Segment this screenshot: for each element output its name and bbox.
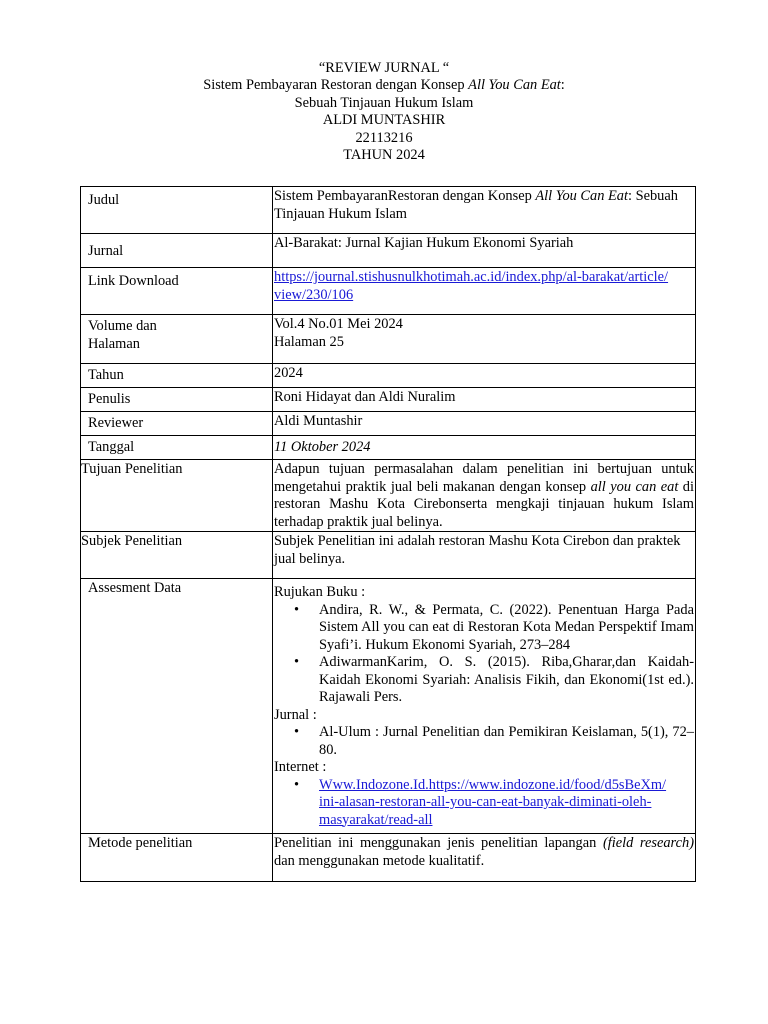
jurnal-ref-1: Al-Ulum : Jurnal Penelitian dan Pemikiran Keislaman, 5(1), 72–80.: [319, 724, 694, 758]
label-metode: Metode penelitian: [81, 834, 273, 882]
row-assesment: [81, 579, 696, 834]
value-tanggal: [273, 436, 696, 460]
tujuan-text: Adapun tujuan permasalahan dalam penelitian ini bertujuan untuk mengetahui praktik jual beli makanan dengan konsep: [274, 461, 694, 495]
tanggal-text: 11 Oktober 2024: [274, 439, 371, 455]
label-subjek: Subjek Penelitian: [81, 532, 273, 579]
internet-list: [274, 777, 694, 830]
metode-suffix: dan menggunakan metode kualitatif.: [274, 852, 485, 869]
label-reviewer: Reviewer: [81, 412, 273, 436]
list-item: [294, 776, 694, 830]
download-link[interactable]: [274, 269, 668, 303]
judul-suffix: : Sebuah Tinjauan Hukum Islam: [274, 188, 678, 222]
metode-italic: (field research): [602, 835, 694, 851]
judul-text: Sistem PembayaranRestoran dengan Konsep: [274, 188, 536, 204]
list-item: [294, 724, 694, 759]
volume-number: Vol.4 No.01 Mei 2024: [274, 316, 403, 332]
value-link: [273, 268, 696, 315]
header-author-name: ALDI MUNTASHIR: [322, 112, 446, 129]
label-link: Link Download: [81, 268, 273, 315]
bullet-icon: •: [294, 601, 300, 618]
tujuan-italic: all you can eat: [590, 478, 679, 495]
internet-link-line1: Www.Indozone.Id.https://www.indozone.id/food/d5sBeXm/: [319, 776, 667, 793]
label-volume-line1: Volume dan: [88, 318, 157, 334]
header-title-suffix: :: [560, 77, 565, 94]
row-reviewer: [81, 412, 696, 436]
label-tanggal: Tanggal: [81, 436, 273, 460]
header-title-text: Sistem Pembayaran Restoran dengan Konsep: [203, 77, 469, 94]
header-subtitle: Sebuah Tinjauan Hukum Islam: [294, 94, 474, 111]
label-assesment: Assesment Data: [81, 579, 273, 834]
value-tahun: 2024: [273, 364, 696, 388]
row-link: [81, 268, 696, 315]
internet-link-line3: masyarakat/read-all: [319, 811, 433, 828]
value-volume: [273, 315, 696, 364]
label-penulis: Penulis: [81, 388, 273, 412]
label-volume: [81, 315, 273, 364]
download-link-line1: https://journal.stishusnulkhotimah.ac.id/index.php/al-barakat/article/: [274, 269, 669, 285]
jurnal-heading: Jurnal :: [274, 706, 317, 723]
document-header: [0, 60, 768, 164]
row-metode: [81, 834, 696, 882]
header-year: TAHUN 2024: [343, 147, 425, 164]
review-table: [80, 186, 696, 882]
row-volume: [81, 315, 696, 364]
value-tujuan: [273, 460, 696, 532]
internet-heading: Internet :: [274, 759, 327, 775]
label-tujuan: Tujuan Penelitian: [81, 460, 273, 532]
download-link-line2: view/230/106: [274, 286, 354, 303]
internet-link-line2: ini-alasan-restoran-all-you-can-eat-banyak-diminati-oleh-: [319, 794, 652, 810]
value-metode: [273, 834, 696, 882]
label-judul: Judul: [81, 187, 273, 234]
row-tahun: [81, 364, 696, 388]
value-jurnal: Al-Barakat: Jurnal Kajian Hukum Ekonomi Syariah: [273, 234, 696, 268]
value-subjek: Subjek Penelitian ini adalah restoran Mashu Kota Cirebon dan praktek jual belinya.: [273, 532, 696, 579]
buku-ref-2: AdiwarmanKarim, O. S. (2015). Riba,Gharar,dan Kaidah-Kaidah Ekonomi Syariah: Analisis Fikih, dan Ekonomi(1st ed.). Rajawali Pers.: [319, 654, 694, 705]
bullet-icon: •: [294, 654, 300, 670]
label-tahun: Tahun: [81, 364, 273, 388]
list-item: [294, 601, 694, 655]
buku-list: [274, 602, 694, 707]
buku-ref-1: Andira, R. W., & Permata, C. (2022). Penentuan Harga Pada Sistem All you can eat di Restoran Kota Medan Perspektif Imam Syafi’i. Hukum Ekonomi Syariah, 273–284: [319, 601, 694, 653]
value-judul: [273, 187, 696, 234]
value-reviewer: Aldi Muntashir: [273, 412, 696, 436]
value-assesment: [273, 579, 696, 834]
row-judul: [81, 187, 696, 234]
page-number: Halaman 25: [274, 333, 344, 350]
list-item: [294, 654, 694, 707]
label-volume-line2: Halaman: [88, 335, 140, 352]
buku-heading: Rujukan Buku :: [274, 584, 366, 600]
label-jurnal: Jurnal: [81, 234, 273, 268]
row-subjek: [81, 532, 696, 579]
header-article-title: [0, 77, 768, 94]
row-jurnal: [81, 234, 696, 268]
jurnal-list: [274, 724, 694, 759]
internet-link[interactable]: [319, 777, 666, 828]
row-tanggal: [81, 436, 696, 460]
header-student-id: 22113216: [355, 129, 413, 146]
bullet-icon: •: [294, 724, 300, 740]
tujuan-suffix: di restoran Mashu Kota Cirebonserta mengkaji tinjauan hukum Islam terhadap praktik jual belinya.: [274, 478, 694, 530]
row-penulis: [81, 388, 696, 412]
bullet-icon: •: [294, 776, 300, 793]
header-review-title: “REVIEW JURNAL “: [318, 60, 450, 76]
judul-italic: All You Can Eat: [535, 188, 628, 204]
metode-text: Penelitian ini menggunakan jenis penelitian lapangan: [274, 835, 603, 851]
value-penulis: Roni Hidayat dan Aldi Nuralim: [273, 388, 696, 412]
row-tujuan: [81, 460, 696, 532]
header-title-italic: All You Can Eat: [468, 77, 561, 94]
